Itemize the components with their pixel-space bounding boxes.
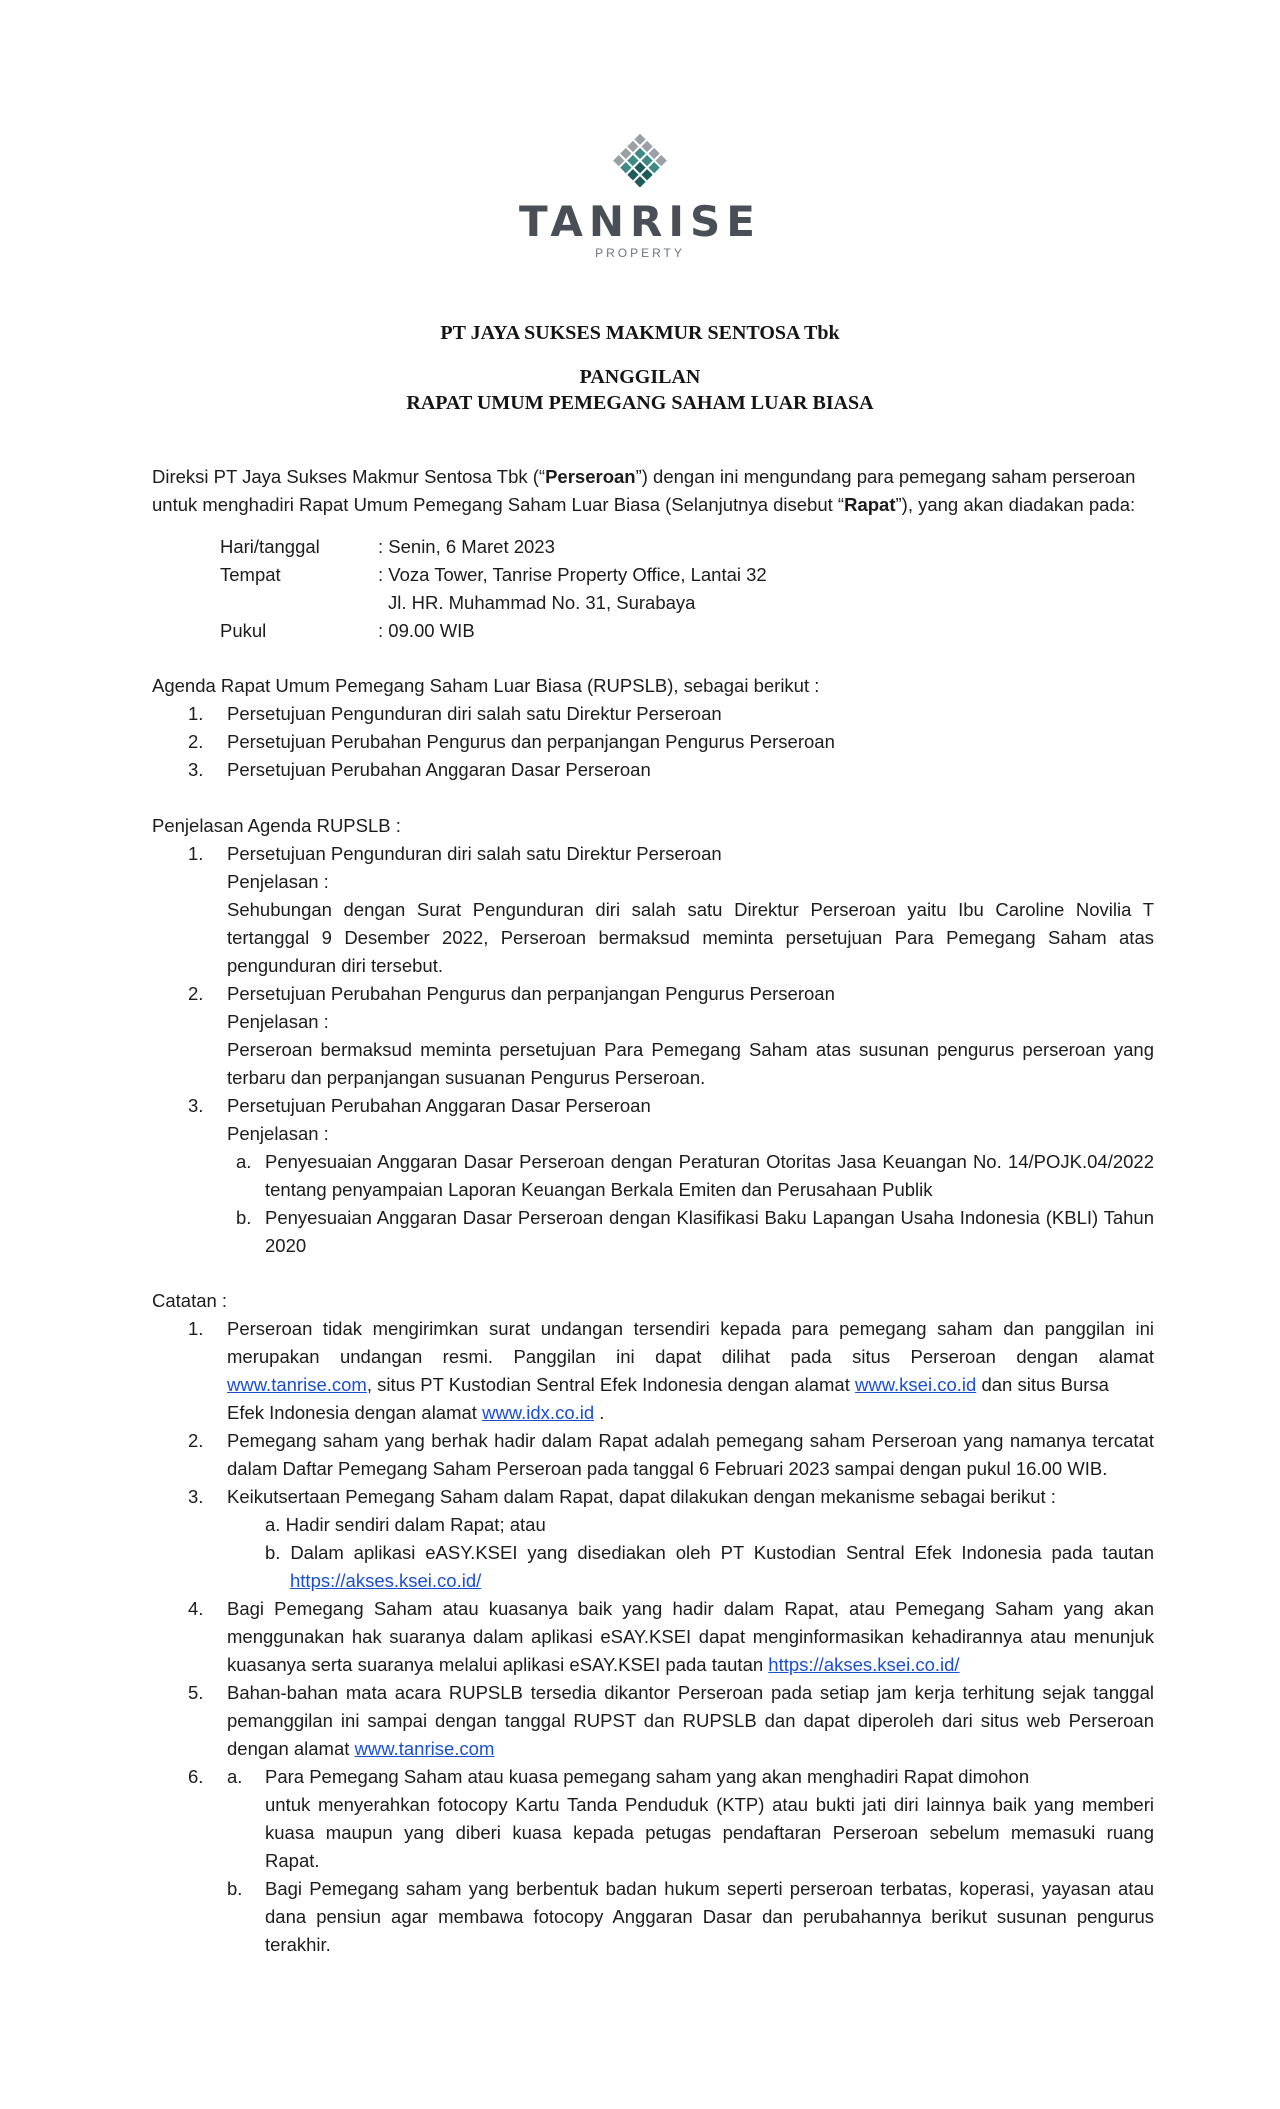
agenda-number: 2. bbox=[188, 731, 204, 752]
note-text: Pemegang saham yang berhak hadir dalam Rapat adalah pemegang saham Perseroan yang namanya tercatat bbox=[227, 1430, 1154, 1451]
note-text: Rapat. bbox=[265, 1850, 320, 1871]
agenda-title: Agenda Rapat Umum Pemegang Saham Luar Biasa (RUPSLB), sebagai berikut : bbox=[152, 675, 820, 696]
agenda-item: Persetujuan Perubahan Anggaran Dasar Perseroan bbox=[227, 759, 651, 780]
note-text: Bagi Pemegang Saham atau kuasanya baik yang hadir dalam Rapat, atau Pemegang Saham yang akan bbox=[227, 1598, 1154, 1619]
note-text: menggunakan hak suaranya dalam aplikasi eSAY.KSEI dapat menginformasikan kehadirannya atau menunjuk bbox=[227, 1626, 1154, 1647]
sub-item-text: Penyesuaian Anggaran Dasar Perseroan dengan Peraturan Otoritas Jasa Keuangan No. 14/POJK.04/2022 bbox=[265, 1151, 1154, 1172]
note-text: Bahan-bahan mata acara RUPSLB tersedia dikantor Perseroan pada setiap jam kerja terhitung sejak tanggal bbox=[227, 1682, 1154, 1703]
time-label: Pukul bbox=[220, 620, 267, 641]
date-label: Hari/tanggal bbox=[220, 536, 320, 557]
notes-title: Catatan : bbox=[152, 1290, 228, 1311]
diamond-logo-icon bbox=[605, 132, 675, 192]
note-sub-item bbox=[290, 1567, 481, 1595]
place-value-2: Jl. HR. Muhammad No. 31, Surabaya bbox=[388, 592, 696, 613]
note-sub-item: b. Dalam aplikasi eASY.KSEI yang disediakan oleh PT Kustodian Sentral Efek Indonesia pada tautan bbox=[265, 1542, 1154, 1563]
tanrise-link[interactable]: www.tanrise.com bbox=[227, 1374, 367, 1395]
explanation-text: tertanggal 9 Desember 2022, Perseroan bermaksud meminta persetujuan Para Pemegang Saham atas bbox=[227, 927, 1154, 948]
note-sub-letter: b. bbox=[227, 1878, 243, 1899]
sub-item-letter: b. bbox=[236, 1207, 252, 1228]
note-text: untuk menyerahkan fotocopy Kartu Tanda Penduduk (KTP) atau bukti jati diri lainnya baik yang memberi bbox=[265, 1794, 1154, 1815]
note-number: 6. bbox=[188, 1766, 204, 1787]
intro-line-1: Direksi PT Jaya Sukses Makmur Sentosa Tbk (“Perseroan”) dengan ini mengundang para pemegang saham perseroan bbox=[152, 466, 1136, 487]
agenda-item: Persetujuan Perubahan Pengurus dan perpanjangan Pengurus Perseroan bbox=[227, 731, 835, 752]
explanation-label: Penjelasan : bbox=[227, 1011, 329, 1032]
note-text: dengan alamat www.tanrise.com bbox=[227, 1738, 495, 1759]
akses-ksei-link[interactable]: https://akses.ksei.co.id/ bbox=[768, 1654, 960, 1675]
explanation-text: pengunduran diri tersebut. bbox=[227, 955, 443, 976]
note-text: merupakan undangan resmi. Panggilan ini dapat dilihat pada situs Perseroan dengan alamat bbox=[227, 1346, 1154, 1367]
note-text: dana pensiun agar membawa fotocopy Anggaran Dasar dan perubahannya berikut susunan pengurus bbox=[265, 1906, 1154, 1927]
note-text: kuasa maupun yang diberi kuasa kepada petugas pendaftaran Perseroan sebelum memasuki ruang bbox=[265, 1822, 1154, 1843]
note-text: Efek Indonesia dengan alamat www.idx.co.id . bbox=[227, 1402, 605, 1423]
place-value-1: : Voza Tower, Tanrise Property Office, Lantai 32 bbox=[378, 564, 767, 585]
note-text: Perseroan tidak mengirimkan surat undangan tersendiri kepada para pemegang saham dan panggilan ini bbox=[227, 1318, 1154, 1339]
idx-link[interactable]: www.idx.co.id bbox=[482, 1402, 595, 1423]
intro-line-2: untuk menghadiri Rapat Umum Pemegang Saham Luar Biasa (Selanjutnya disebut “Rapat”), yang akan diadakan pada: bbox=[152, 494, 1136, 515]
title-rapat: RAPAT UMUM PEMEGANG SAHAM LUAR BIASA bbox=[406, 392, 874, 414]
place-label: Tempat bbox=[220, 564, 281, 585]
explanation-label: Penjelasan : bbox=[227, 1123, 329, 1144]
title-panggilan: PANGGILAN bbox=[579, 366, 701, 388]
note-text: terakhir. bbox=[265, 1934, 331, 1955]
sub-item-text: Penyesuaian Anggaran Dasar Perseroan dengan Klasifikasi Baku Lapangan Usaha Indonesia (KBLI) Tahun bbox=[265, 1207, 1154, 1228]
explanation-number: 3. bbox=[188, 1095, 204, 1116]
tanrise-link[interactable]: www.tanrise.com bbox=[354, 1738, 495, 1759]
agenda-number: 1. bbox=[188, 703, 204, 724]
explanation-label: Penjelasan : bbox=[227, 871, 329, 892]
explanation-text: Sehubungan dengan Surat Pengunduran diri salah satu Direktur Perseroan yaitu Ibu Caroline Novilia T bbox=[227, 899, 1154, 920]
agenda-item: Persetujuan Pengunduran diri salah satu Direktur Perseroan bbox=[227, 703, 722, 724]
note-sub-item: a. Hadir sendiri dalam Rapat; atau bbox=[265, 1514, 546, 1535]
note-number: 5. bbox=[188, 1682, 204, 1703]
note-text: dalam Daftar Pemegang Saham Perseroan pada tanggal 6 Februari 2023 sampai dengan pukul 16.00 WIB. bbox=[227, 1458, 1108, 1479]
note-number: 4. bbox=[188, 1598, 204, 1619]
note-text: Bagi Pemegang saham yang berbentuk badan hukum seperti perseroan terbatas, koperasi, yayasan atau bbox=[265, 1878, 1154, 1899]
note-text: Keikutsertaan Pemegang Saham dalam Rapat, dapat dilakukan dengan mekanisme sebagai berikut : bbox=[227, 1486, 1056, 1507]
sub-item-text: tentang penyampaian Laporan Keuangan Berkala Emiten dan Perusahaan Publik bbox=[265, 1179, 933, 1200]
time-value: : 09.00 WIB bbox=[378, 620, 475, 641]
date-value: : Senin, 6 Maret 2023 bbox=[378, 536, 555, 557]
tanrise-logo bbox=[0, 132, 1280, 260]
brand-name: TANRISE bbox=[519, 197, 761, 246]
explanation-item-title: Persetujuan Perubahan Pengurus dan perpanjangan Pengurus Perseroan bbox=[227, 983, 835, 1004]
note-text: pemanggilan ini sampai dengan tanggal RUPST dan RUPSLB dan dapat diperoleh dari situs web Perseroan bbox=[227, 1710, 1154, 1731]
sub-item-text: 2020 bbox=[265, 1235, 307, 1256]
explanation-item-title: Persetujuan Perubahan Anggaran Dasar Perseroan bbox=[227, 1095, 651, 1116]
sub-item-letter: a. bbox=[236, 1151, 252, 1172]
explanation-text: terbaru dan perpanjangan susuanan Pengurus Perseroan. bbox=[227, 1067, 706, 1088]
explanation-number: 1. bbox=[188, 843, 204, 864]
note-number: 3. bbox=[188, 1486, 204, 1507]
note-text: Para Pemegang Saham atau kuasa pemegang saham yang akan menghadiri Rapat dimohon bbox=[265, 1766, 1030, 1787]
note-text: kuasanya serta suaranya melalui aplikasi eSAY.KSEI pada tautan https://akses.ksei.co.id/ bbox=[227, 1654, 960, 1675]
brand-subtitle: PROPERTY bbox=[595, 246, 685, 260]
explanation-item-title: Persetujuan Pengunduran diri salah satu Direktur Perseroan bbox=[227, 843, 722, 864]
agenda-number: 3. bbox=[188, 759, 204, 780]
company-name: PT JAYA SUKSES MAKMUR SENTOSA Tbk bbox=[440, 322, 840, 344]
ksei-link[interactable]: www.ksei.co.id bbox=[854, 1374, 977, 1395]
explanation-number: 2. bbox=[188, 983, 204, 1004]
explanation-text: Perseroan bermaksud meminta persetujuan Para Pemegang Saham atas susunan pengurus perseroan yang bbox=[227, 1039, 1154, 1060]
akses-ksei-link[interactable]: https://akses.ksei.co.id/ bbox=[290, 1570, 482, 1591]
note-number: 2. bbox=[188, 1430, 204, 1451]
note-sub-letter: a. bbox=[227, 1766, 243, 1787]
explanation-title: Penjelasan Agenda RUPSLB : bbox=[152, 815, 401, 836]
note-text: www.tanrise.com, situs PT Kustodian Sentral Efek Indonesia dengan alamat www.ksei.co.id dan situs Bursa bbox=[227, 1374, 1109, 1395]
note-number: 1. bbox=[188, 1318, 204, 1339]
